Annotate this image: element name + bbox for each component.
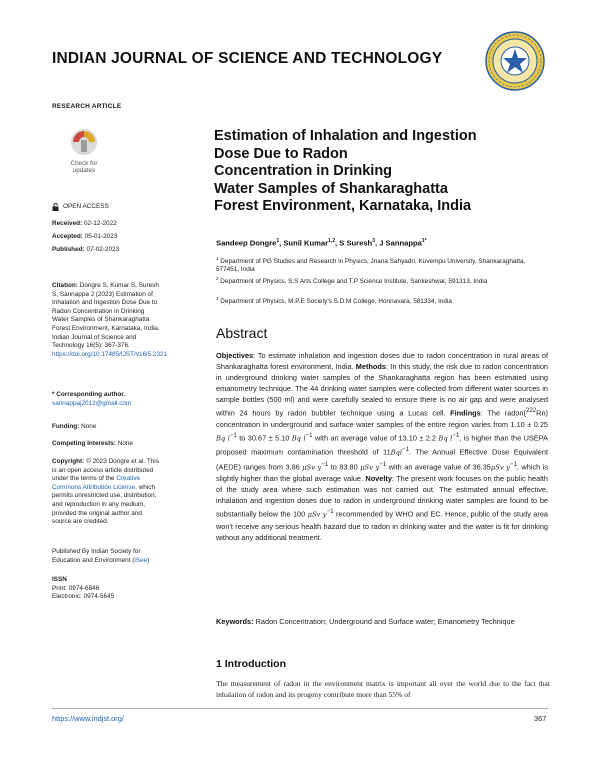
footer-divider [52,708,548,709]
article-type: RESEARCH ARTICLE [52,103,122,110]
check-for-updates-icon[interactable] [56,126,112,186]
published-date: Published: 07-02-2023 [52,246,120,253]
journal-title: INDIAN JOURNAL OF SCIENCE AND TECHNOLOGY [52,50,443,67]
author-list: Sandeep Dongre$^1$, Sunil Kumar$^{1,2}$, S Suresh$^3$, J Sannappa$^{1*}$ [216,238,427,248]
page-number: 367 [534,714,547,723]
affiliation-item: $^1$ Department of PG Studies and Research in Physics, Jnana Sahyadri, Kuvempu University, Shankaraghatta, 577451, India [216,256,526,274]
affiliation-item: $^2$ Department of Physics, S.S Arts College and T.P Science Institute, Sankeshwar, 591313, India [216,276,488,286]
corresponding-author: * Corresponding author. sannappaj2012@gmail.com [52,391,160,408]
journal-seal-icon [484,30,546,92]
affiliation-item: $^3$ Department of Physics, M.P.E Society's S.D.M College, Honnavara, 581334, India [216,296,452,306]
competing-interests: Competing Interests: None [52,440,133,447]
issn-block: ISSN Print: 0974-6846 Electronic: 0974-5645 [52,576,115,601]
copyright-block: Copyright: © 2023 Dongre et al. This is an open access article distributed under the terms of the Creative Commons Attribution License, which permits unrestricted use, distribution, and reproduction in any medium, provided the original author and source are credited. [52,458,159,526]
isee-link[interactable]: iSee [134,556,148,564]
citation-block [52,282,168,359]
abstract-heading: Abstract [216,325,268,341]
open-access-badge [52,203,160,212]
abstract-body: Objectives: To estimate inhalation and ingestion doses due to radon concentration in rural areas of Shankaraghatta forest environment, India. Methods: In this study, the risk due to radon concentration in underground drinking water samples of the Shankaraghatta region has been estimated using emanometry technique. The 44 drinking water samples were collected from different water sources in sample bottles (500 ml) and were carefully sealed to ensure there is no air gap and were analysed within 24 hours by radon bubbler technique using a Lucas cell. Findings: The radon($^{222}$Rn) concentration in underground and surface water samples of the entire region varies from 1.10 ± 0.25 Bq $l^{-1}$ to 30.67 ± 5.10 Bq $l^{-1}$ with an average value of 13.10 ± 2.2 Bq $l^{-1}$, is higher than the USEPA proposed maximum contamination threshold of 11Bql$^{-1}$. The Annual Effective Dose Equivalent (AEDE) ranges from 3.86 μSv $y^{-1}$ to 83.80 μSv $y^{-1}$ with an average value of 36.35μSv $y^{-1}$, which is slightly higher than the global average value. Novelty: The present work focuses on the public health of the study area where such estimation was not carried out. The estimated annual effective, inhalation and ingestion doses due to radon in underground drinking water samples are found to be substantially below the 100 μSv $y^{-1}$ recommended by WHO and EC. Hence, public of the study area won't receive any serious health hazard due to radon in drinking water and the water is fit for drinking without any additional treatment. [216,351,548,542]
license-link[interactable]: Creative Commons Attribution License, [52,475,141,491]
keywords: Keywords: Radon Concentration; Underground and Surface water; Emanometry Technique [216,617,515,626]
check-for-updates-label[interactable]: Check for updates [70,160,98,174]
doi-link[interactable]: https://doi.org/10.17485/IJST/v16i5.2321 [52,350,168,358]
open-lock-icon [52,203,59,211]
citation-label: Citation: [52,282,78,289]
author-email-link[interactable]: sannappaj2012@gmail.com [52,399,132,407]
open-access-label: OPEN ACCESS [63,203,109,210]
article-title: Estimation of Inhalation and Ingestion Dose Due to Radon Concentration in Drinking Water Samples of Shankaraghatta Forest Environment, Karnataka, India [214,128,477,215]
introduction-text: The measurement of radon in the environment matrix is important all over the world due to the fact that inhalation of radon and its progeny contribute more than 55% of [216,679,550,700]
article-dates [52,217,160,256]
citation-text: Dongre S, Kumar S, Suresh S, Sannappa J (2023) Estimation of Inhalation and Ingestion Dose Due to Radon Concentration in Drinking Water Samples of Shankaraghatta Forest Environment, Karnataka, India. Indian Journal of Science and Technology 16(5): 367-376. [52,282,160,350]
footer-journal-link[interactable]: https://www.indjst.org/ [52,714,124,723]
introduction-heading: 1 Introduction [216,658,286,670]
accepted-date: Accepted: 05-01-2023 [52,233,118,240]
received-date: Received: 02-12-2022 [52,220,117,227]
funding-info: Funding: None [52,423,97,430]
publisher-info: Published By Indian Society for Education and Environment (iSee) [52,548,150,564]
